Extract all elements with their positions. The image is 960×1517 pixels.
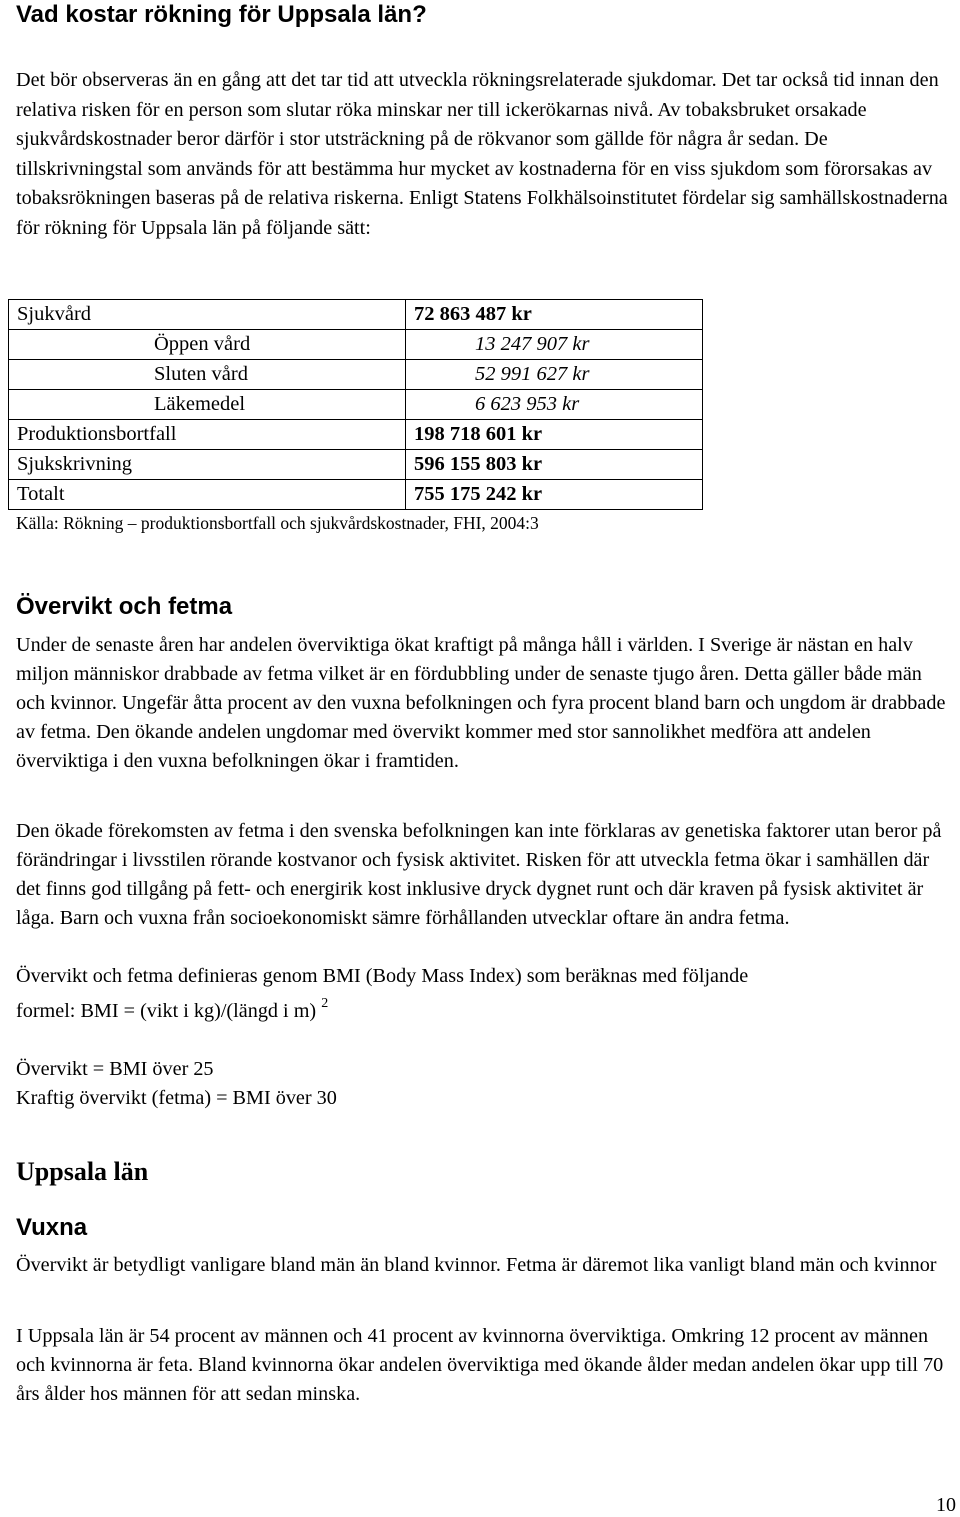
cost-table	[8, 299, 703, 510]
table-row	[9, 300, 703, 330]
row-value: 596 155 803 kr	[406, 450, 703, 480]
obesity-heading: Övervikt och fetma	[16, 593, 233, 620]
uppsala-paragraph-2: I Uppsala län är 54 procent av männen och 41 procent av kvinnorna överviktiga. Omkring 12 procent av männen och kvinnorna är feta. Bland kvinnorna ökar andelen överviktiga med ökande ålder medan andelen ökar upp till 70 års ålder hos männen för att sedan minska.	[16, 1325, 944, 1405]
row-label: Sjukskrivning	[9, 450, 406, 480]
row-value: 198 718 601 kr	[406, 420, 703, 450]
formula-exponent: 2	[321, 996, 329, 1011]
row-label: Öppen vård	[9, 330, 406, 360]
row-label: Sjukvård	[9, 300, 406, 330]
bmi-formula	[16, 997, 956, 1028]
row-value: 6 623 953 kr	[406, 390, 703, 420]
page-number: 10	[936, 1494, 956, 1516]
uppsala-heading: Uppsala län	[16, 1157, 149, 1186]
uppsala-paragraph-1: Övervikt är betydligt vanligare bland män än bland kvinnor. Fetma är däremot lika vanligt bland män och kvinnor	[16, 1254, 937, 1276]
bmi-overweight: Övervikt = BMI över 25	[16, 1058, 214, 1080]
row-label: Totalt	[9, 480, 406, 510]
obesity-paragraph-1: Under de senaste åren har andelen överviktiga ökat kraftigt på många håll i världen. I Sverige är nästan en halv miljon människor drabbade av fetma vilket är en fördubbling under de senaste tjugo åren. Detta gäller både män och kvinnor. Ungefär åtta procent av den vuxna befolkningen och fyra procent bland barn och ungdom är drabbade av fetma. Den ökande andelen ungdomar med övervikt kommer med stor sannolikhet medföra att andelen överviktiga i den vuxna befolkningen ökar i framtiden.	[16, 634, 946, 772]
table-row	[9, 330, 703, 360]
formula-text: formel: BMI = (vikt i kg)/(längd i m)	[16, 1000, 317, 1022]
row-value: 52 991 627 kr	[406, 360, 703, 390]
obesity-paragraph-3: Övervikt och fetma definieras genom BMI (Body Mass Index) som beräknas med följande	[16, 965, 749, 987]
row-label: Läkemedel	[9, 390, 406, 420]
table-row	[9, 450, 703, 480]
row-label: Produktionsbortfall	[9, 420, 406, 450]
table-source: Källa: Rökning – produktionsbortfall och sjukvårdskostnader, FHI, 2004:3	[16, 513, 539, 533]
section-title: Vad kostar rökning för Uppsala län?	[16, 1, 427, 28]
row-value: 13 247 907 kr	[406, 330, 703, 360]
row-value: 755 175 242 kr	[406, 480, 703, 510]
row-value: 72 863 487 kr	[406, 300, 703, 330]
table-row	[9, 360, 703, 390]
table-row	[9, 390, 703, 420]
intro-paragraph: Det bör observeras än en gång att det tar tid att utveckla rökningsrelaterade sjukdomar. Det tar också tid innan den relativa risken för en person som slutar röka minskar ner till ickerökarnas nivå. Av tobaksbruket orsakade sjukvårdskostnader beror därför i stor utsträckning på de rökvanor som gällde för några år sedan. De tillskrivningstal som används för att bestämma hur mycket av kostnaderna för en viss sjukdom som förorsakas av tobaksrökningen baseras på de relativa riskerna. Enligt Statens Folkhälsoinstitutet fördelar sig samhällskostnaderna för rökning för Uppsala län på följande sätt:	[16, 69, 948, 239]
bmi-obese: Kraftig övervikt (fetma) = BMI över 30	[16, 1087, 337, 1109]
adults-subheading: Vuxna	[16, 1214, 88, 1241]
table-row	[9, 480, 703, 510]
obesity-paragraph-2: Den ökade förekomsten av fetma i den svenska befolkningen kan inte förklaras av genetiska faktorer utan beror på förändringar i livsstilen rörande kostvanor och fysisk aktivitet. Risken för att utveckla fetma ökar i samhällen där det finns god tillgång på fett- och energirik kost inklusive dryck dygnet runt och där kraven på fysisk aktivitet är låga. Barn och vuxna från socioekonomiskt sämre förhållanden utvecklar oftare än andra fetma.	[16, 820, 942, 929]
row-label: Sluten vård	[9, 360, 406, 390]
table-row	[9, 420, 703, 450]
